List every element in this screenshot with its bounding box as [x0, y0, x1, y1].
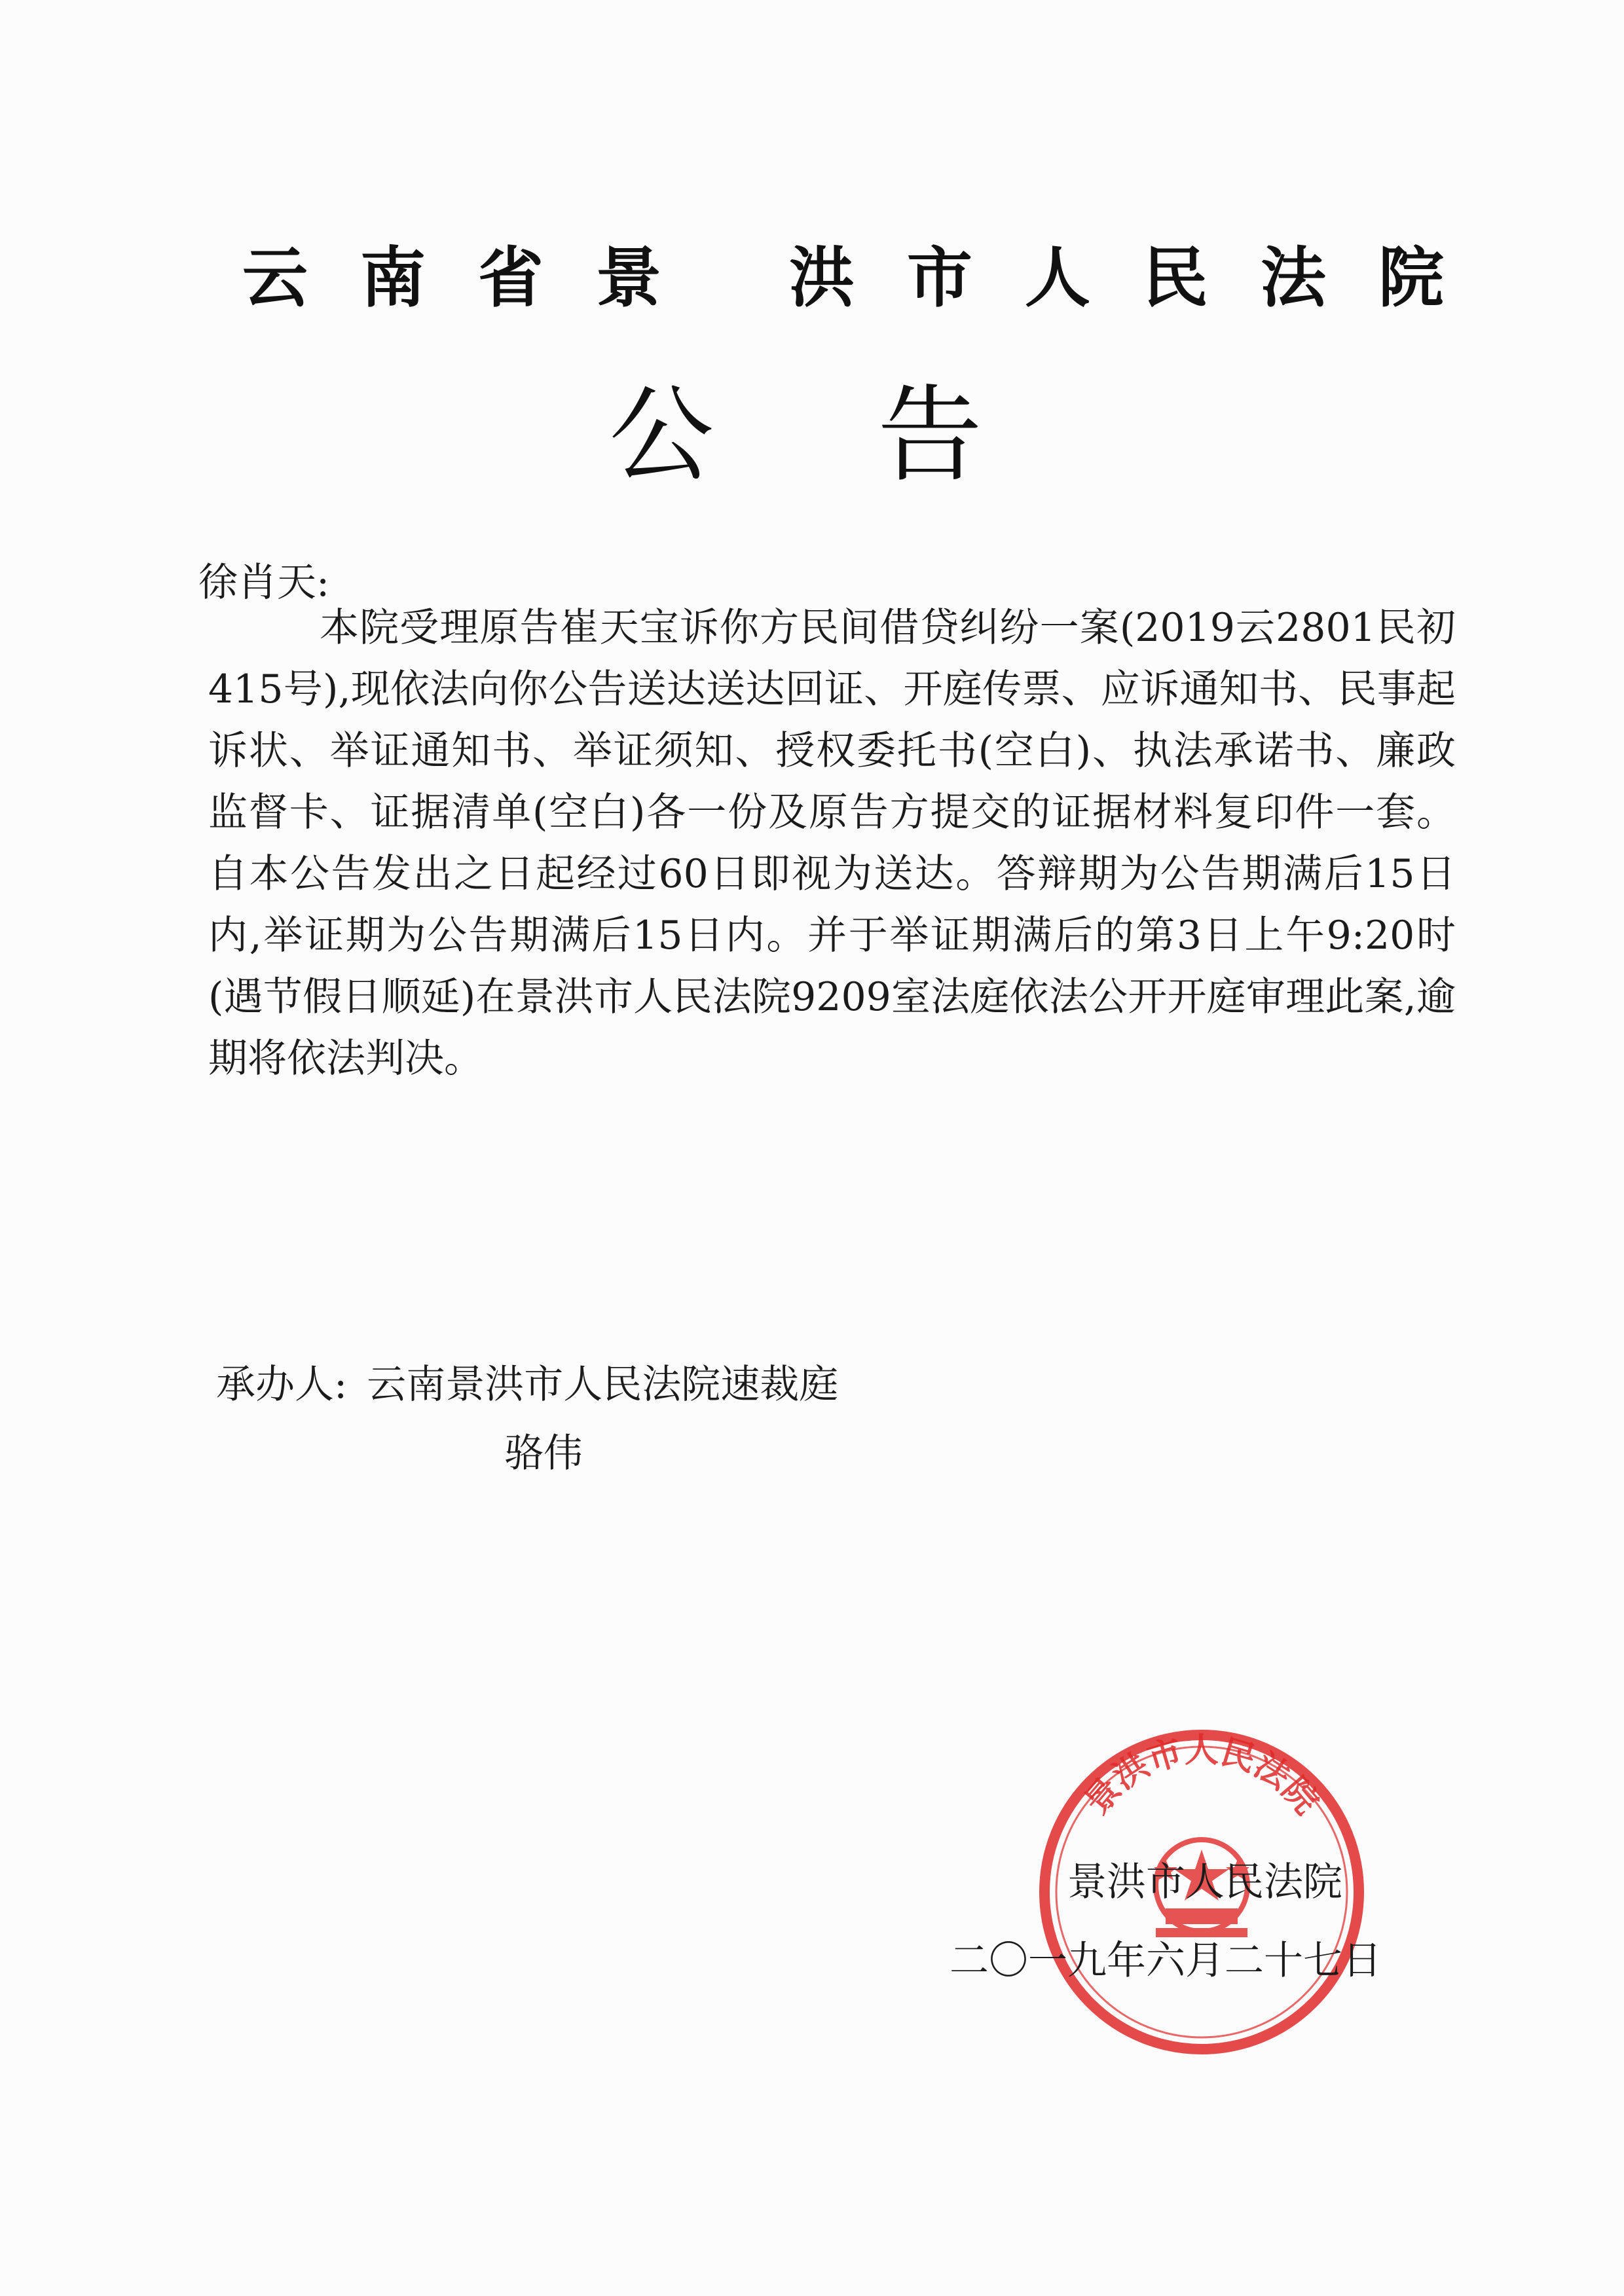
court-title: 云南省景 洪市人民法院	[242, 240, 1496, 316]
notice-title: 公告	[609, 374, 1147, 496]
signature-court: 景洪市人民法院	[1067, 1859, 1342, 1905]
handler-department: 云南景洪市人民法院速裁庭	[367, 1362, 839, 1408]
signature-date: 二〇一九年六月二十七日	[950, 1938, 1382, 1984]
svg-text:景洪市人民法院	[1077, 1731, 1326, 1822]
seal-text: 景洪市人民法院	[1077, 1730, 1326, 1822]
handler-label: 承办人:	[216, 1362, 348, 1408]
handler-line	[216, 1358, 1198, 1411]
handler-name: 骆伟	[504, 1430, 583, 1476]
notice-body: 本院受理原告崔天宝诉你方民间借贷纠纷一案(2019云2801民初415号),现依法向你公告送达送达回证、开庭传票、应诉通知书、民事起诉状、举证通知书、举证须知、授权委托书(空白)、执法承诺书、廉政监督卡、证据清单(空白)各一份及原告方提交的证据材料复印件一套。自本公告发出之日起经过60日即视为送达。答辩期为公告期满后15日内,举证期为公告期满后15日内。并于举证期满后的第3日上午9:20时(遇节假日顺延)在景洪市人民法院9209室法庭依法公开开庭审理此案,逾期将依法判决。	[208, 605, 1456, 1082]
addressee: 徐肖天:	[198, 560, 330, 606]
